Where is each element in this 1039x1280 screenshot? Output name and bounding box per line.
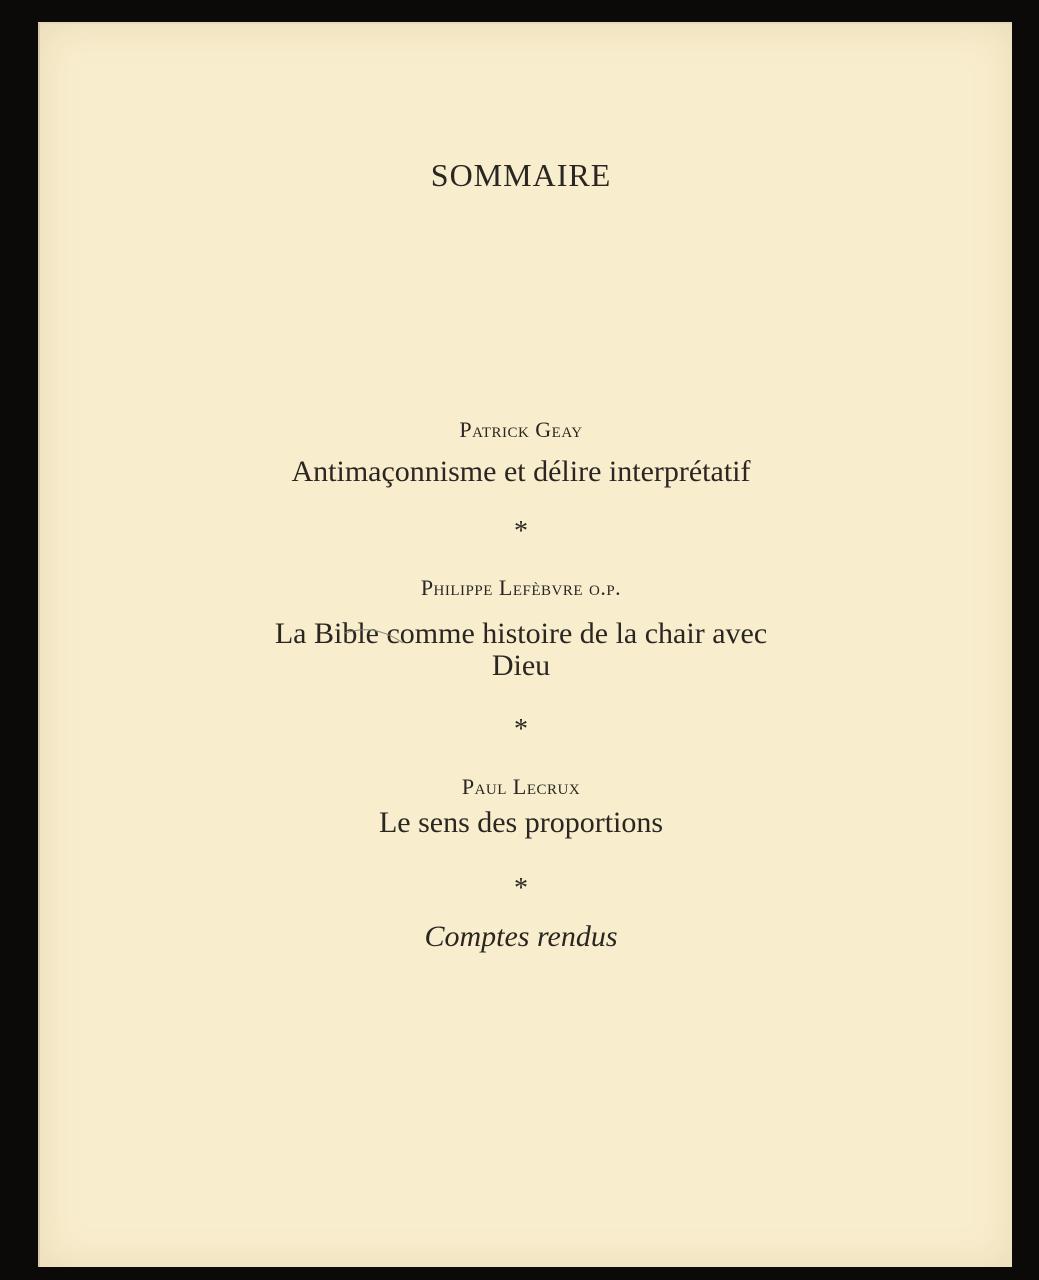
separator-asterisk: * (514, 873, 528, 904)
entry-title: Antimaçonnisme et délire interprétatif (291, 455, 751, 488)
closing-entry: Comptes rendus (424, 920, 618, 953)
separator-asterisk: * (514, 714, 528, 745)
separator-asterisk: * (514, 516, 528, 547)
entry-author: Patrick Geay (459, 417, 583, 442)
pencil-mark-icon (343, 621, 423, 651)
entry-title-line: Dieu (491, 649, 551, 682)
page-title: SOMMAIRE (430, 157, 612, 193)
entry-title-line: La Bible comme histoire de la chair avec (274, 617, 768, 650)
document-page (38, 22, 1012, 1267)
entry-title (40, 618, 1002, 682)
entry-author: Philippe Lefèbvre o.p. (420, 575, 622, 600)
entry-title: Le sens des proportions (378, 806, 664, 839)
entry-author: Paul Lecrux (461, 774, 581, 799)
